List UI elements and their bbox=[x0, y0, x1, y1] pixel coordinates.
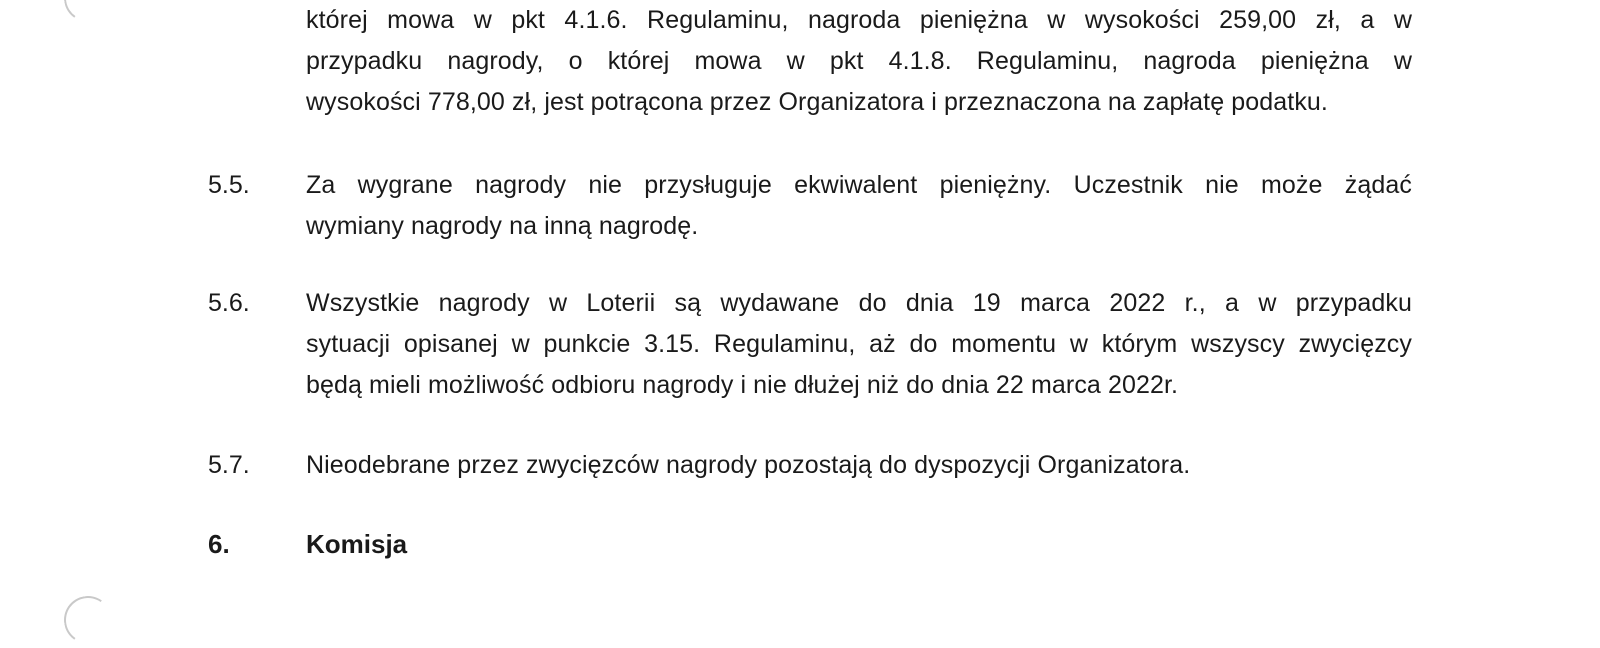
clause-number: 5.5. bbox=[208, 171, 250, 199]
clause-text bbox=[306, 445, 1412, 486]
punch-hole-mark bbox=[60, 0, 116, 26]
clause-text bbox=[306, 283, 1412, 406]
paragraph-line: Wszystkie nagrody w Loterii są wydawane do dnia 19 marca 2022 r., a w przypadku bbox=[306, 289, 1412, 317]
paragraph-line: której mowa w pkt 4.1.6. Regulaminu, nagroda pieniężna w wysokości 259,00 zł, a w bbox=[306, 6, 1412, 34]
intro-paragraph bbox=[306, 0, 1412, 123]
paragraph-line: wymiany nagrody na inną nagrodę. bbox=[306, 212, 699, 240]
paragraph-line: wysokości 778,00 zł, jest potrącona przez Organizatora i przeznaczona na zapłatę podatku. bbox=[306, 88, 1328, 116]
clause-text bbox=[306, 165, 1412, 247]
paragraph-line: będą mieli możliwość odbioru nagrody i nie dłużej niż do dnia 22 marca 2022r. bbox=[306, 371, 1179, 399]
clause-number: 5.7. bbox=[208, 451, 250, 479]
paragraph-line: sytuacji opisanej w punkcie 3.15. Regulaminu, aż do momentu w którym wszyscy zwycięzcy bbox=[306, 330, 1412, 358]
paragraph-line: Za wygrane nagrody nie przysługuje ekwiwalent pieniężny. Uczestnik nie może żądać bbox=[306, 171, 1412, 199]
section-number: 6. bbox=[208, 529, 230, 559]
paragraph-line: przypadku nagrody, o której mowa w pkt 4.1.8. Regulaminu, nagroda pieniężna w bbox=[306, 47, 1412, 75]
section-heading: Komisja bbox=[306, 529, 408, 559]
punch-hole-mark bbox=[60, 592, 116, 648]
paragraph-line: Nieodebrane przez zwycięzców nagrody pozostają do dyspozycji Organizatora. bbox=[306, 451, 1191, 479]
clause-number: 5.6. bbox=[208, 289, 250, 317]
